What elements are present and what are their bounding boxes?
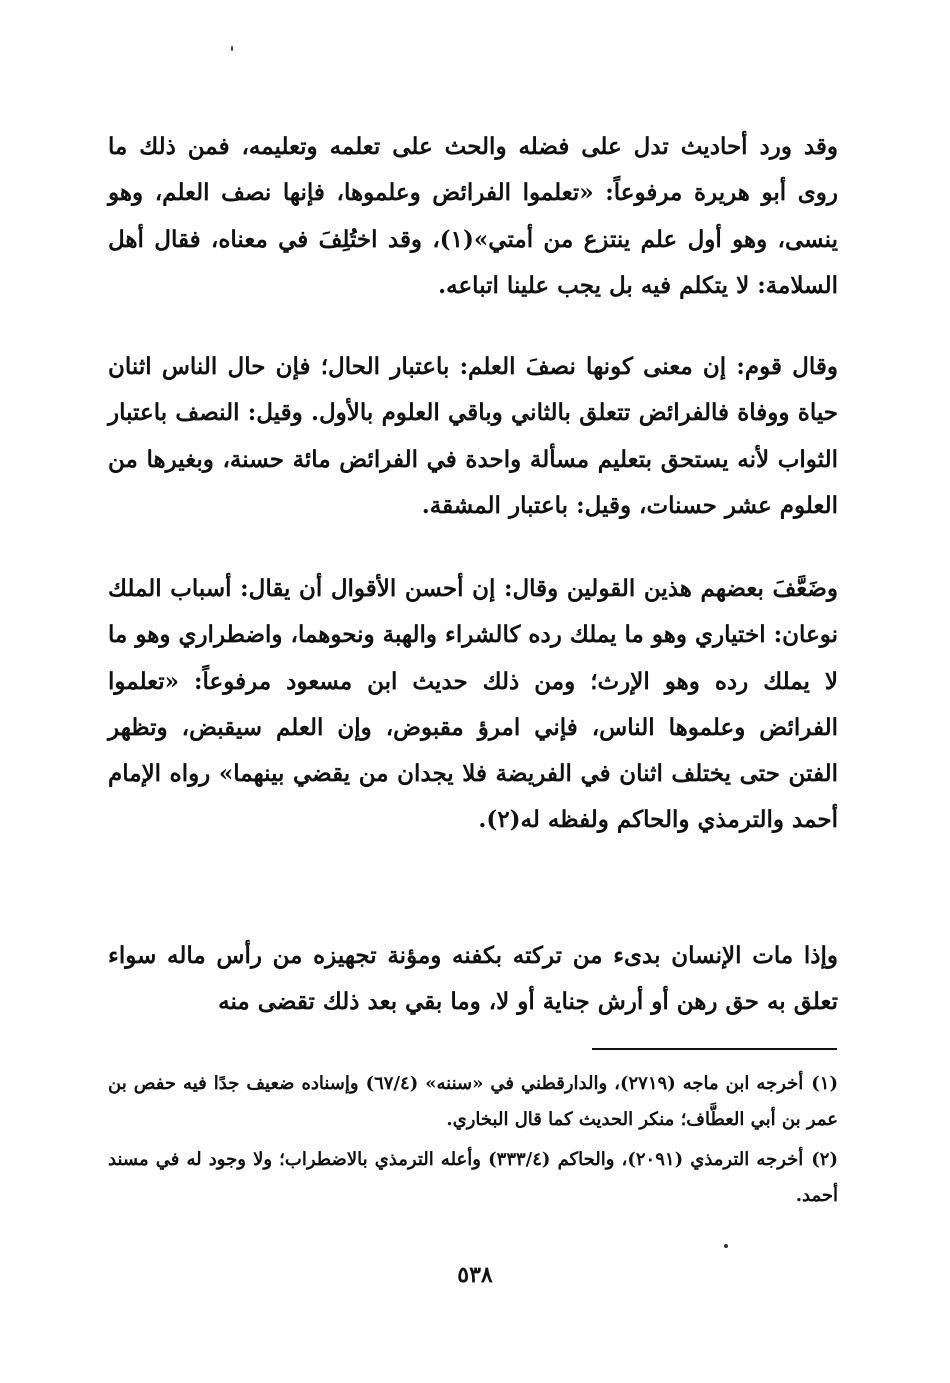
footnote-separator	[592, 1048, 837, 1050]
footnote-marker: (١)	[811, 1073, 838, 1094]
paragraph-text: وضَعَّفَ بعضهم هذين القولين وقال: إن أحسن الأقوال أن يقال: أسباب الملك نوعان: اختياري وهو ما يملك رده كالشراء والهبة ونحوهما، واضطراري وهو ما لا يملك رده وهو الإرث؛ ومن ذلك حديث ابن مسعود مرفوعاً: «تعلموا الفرائض وعلموها الناس، فإني امرؤ مقبوض، وإن العلم سيقبض، وتظهر الفتن حتى يختلف اثنان في الفريضة فلا يجدان من يقضي بينهما» رواه الإمام أحمد والترمذي والحاكم ولفظه له(٢).	[107, 575, 838, 834]
footnote-2	[108, 1142, 838, 1214]
paragraph-1	[108, 124, 838, 309]
footnote-marker: (٢)	[811, 1149, 838, 1170]
scan-speck	[231, 46, 233, 51]
footnotes	[108, 1066, 838, 1218]
scan-speck	[724, 1244, 728, 1248]
paragraph-2	[108, 344, 838, 529]
footnote-1	[108, 1066, 838, 1138]
paragraph-3	[108, 566, 838, 844]
paragraph-text: وقال قوم: إن معنى كونها نصفَ العلم: باعتبار الحال؛ فإن حال الناس اثنان حياة ووفاة فالفرائض تتعلق بالثاني وباقي العلوم بالأول. وقيل: النصف باعتبار الثواب لأنه يستحق بتعليم مسألة واحدة في الفرائض مائة حسنة، وبغيرها من العلوم عشر حسنات، وقيل: باعتبار المشقة.	[108, 353, 838, 519]
footnote-text: أخرجه الترمذي (٢٠٩١)، والحاكم (٣٣٣/٤) وأعله الترمذي بالاضطراب؛ ولا وجود له في مسند أحمد.	[108, 1149, 838, 1206]
footnote-text: أخرجه ابن ماجه (٢٧١٩)، والدارقطني في «سننه» (٦٧/٤) وإسناده ضعيف جدًا فيه حفص بن عمر بن أبي العطَّاف؛ منكر الحديث كما قال البخاري.	[108, 1073, 838, 1130]
page-number: ٥٣٨	[457, 1262, 493, 1288]
paragraph-text: وإذا مات الإنسان بدىء من تركته بكفنه ومؤنة تجهيزه من رأس ماله سواء تعلق به حق رهن أو أرش جناية أو لا، وما بقي بعد ذلك تقضى منه	[108, 942, 838, 1016]
paragraph-4	[108, 933, 838, 1026]
paragraph-text: وقد ورد أحاديث تدل على فضله والحث على تعلمه وتعليمه، فمن ذلك ما روى أبو هريرة مرفوعاً: «تعلموا الفرائض وعلموها، فإنها نصف العلم، وهو ينسى، وهو أول علم ينتزع من أمتي»(١)، وقد اختُلِفَ في معناه، فقال أهل السلامة: لا يتكلم فيه بل يجب علينا اتباعه.	[108, 133, 838, 299]
